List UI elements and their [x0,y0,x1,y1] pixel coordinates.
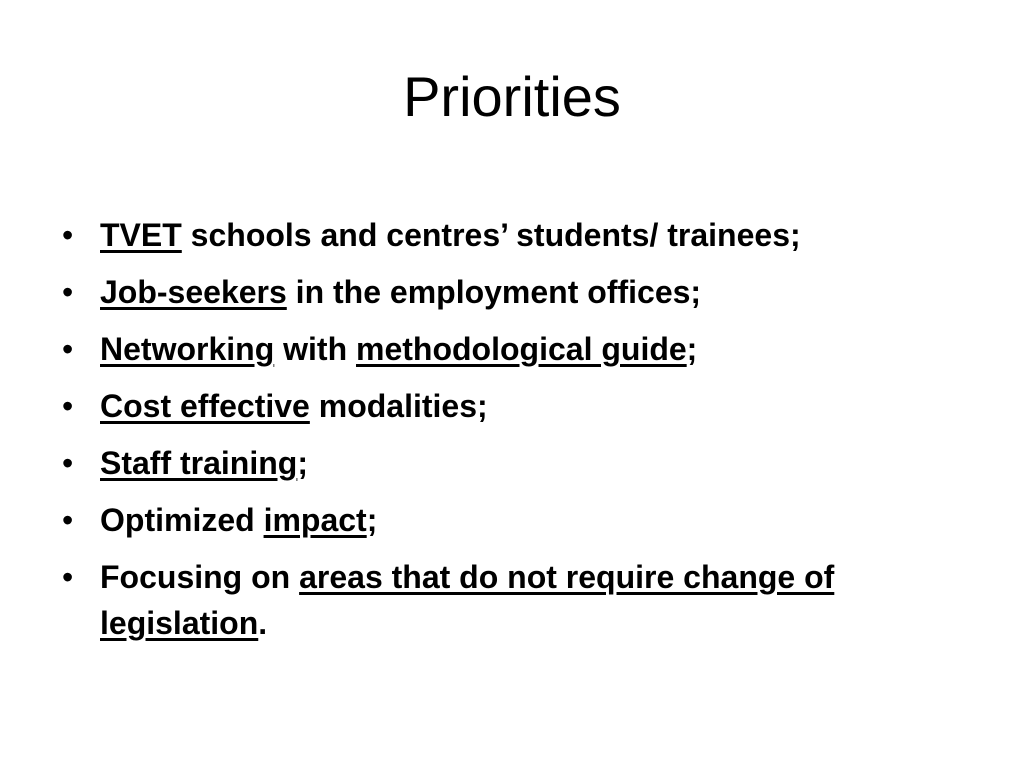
bullet-icon: • [62,388,74,424]
bullet-text: modalities; [309,388,488,424]
bullet-text-underlined: Job-seekers [100,274,287,310]
bullet-icon: • [62,331,74,367]
bullet-text-underlined: areas that do not require change of legislation [100,559,835,641]
bullet-icon: • [62,274,74,310]
list-item [62,497,962,543]
bullet-icon: • [62,445,74,481]
bullet-list [62,212,962,657]
bullet-icon: • [62,559,74,595]
bullet-text: ; [297,445,308,481]
bullet-text-underlined: TVET [100,217,182,253]
bullet-icon: • [62,217,74,253]
bullet-text: Optimized [100,502,264,538]
list-item [62,383,962,429]
bullet-text: in the employment offices; [286,274,702,310]
bullet-text-underlined: Cost effective [100,388,310,424]
bullet-text: schools and centres’ students/ trainees; [181,217,801,253]
list-item [62,554,962,646]
bullet-text: ; [686,331,698,367]
bullet-text-underlined: impact [263,502,367,538]
list-item [62,269,962,315]
bullet-text: ; [366,502,378,538]
bullet-text: Focusing on [100,559,300,595]
bullet-text-underlined: Staff training [100,445,298,481]
slide-title: Priorities [403,65,621,128]
bullet-text-underlined: methodological guide [356,331,687,367]
list-item [62,212,962,258]
list-item [62,326,962,372]
list-item [62,440,962,486]
bullet-text: . [258,605,268,641]
bullet-text: with [274,331,356,367]
bullet-icon: • [62,502,74,538]
bullet-text-underlined: Networking [100,331,275,367]
